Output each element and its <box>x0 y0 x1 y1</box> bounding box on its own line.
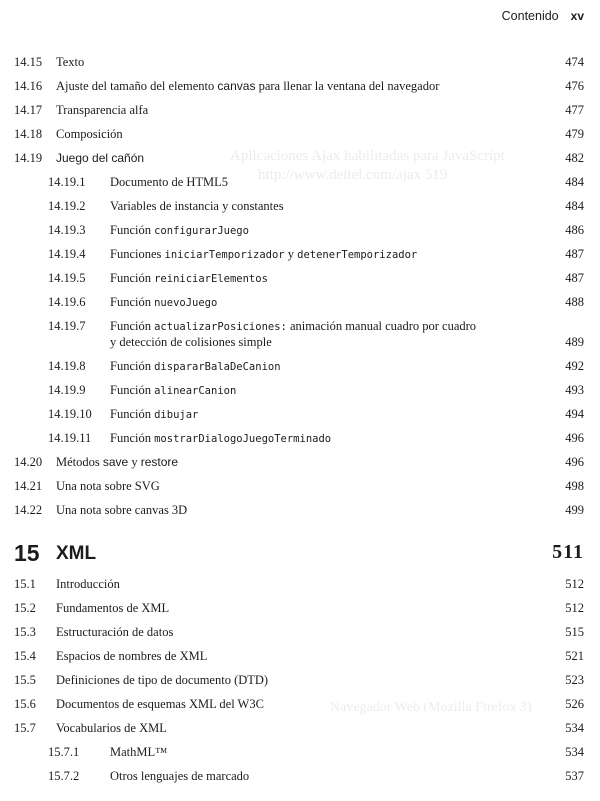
entry-page: 484 <box>565 199 584 213</box>
entry-number: 15.7.2 <box>48 769 80 783</box>
entry-title-part: alinearCanion <box>154 385 237 397</box>
entry-title-part: Variables de instancia y constantes <box>110 199 284 213</box>
entry-number: 14.19 <box>14 151 43 165</box>
entry-number: 15.7 <box>14 721 36 735</box>
entry-title <box>56 503 187 518</box>
entry-title-part: y <box>284 247 298 261</box>
entry-number: 14.19.10 <box>48 407 92 421</box>
entry-number: 14.16 <box>14 79 43 93</box>
entry-page: 494 <box>565 407 584 421</box>
entry-page: 512 <box>565 601 584 615</box>
entry-number: 14.19.1 <box>48 175 86 189</box>
entry-page: 499 <box>565 503 584 517</box>
entry-title-part: Función <box>110 223 155 237</box>
entry-title-part: dibujar <box>154 409 199 421</box>
entry-number: 15.4 <box>14 649 36 663</box>
entry-number: 14.19.7 <box>48 319 86 333</box>
entry-title <box>110 271 268 287</box>
entry-title-part: para llenar la ventana del navegador <box>255 79 440 93</box>
entry-title <box>110 319 476 335</box>
entry-title <box>110 359 281 375</box>
entry-number: 14.18 <box>14 127 43 141</box>
entry-title-part: Definiciones de tipo de documento (DTD) <box>56 673 269 687</box>
entry-title-part: Otros lenguajes de marcado <box>110 769 250 783</box>
entry-page: 534 <box>565 721 584 735</box>
entry-title-part: Documento de HTML5 <box>110 175 229 189</box>
bleed-through-line: Aplicaciones Ajax habilitadas para JavaScript <box>230 148 505 164</box>
entry-number: 14.19.4 <box>48 247 86 261</box>
entry-number: 14.21 <box>14 479 43 493</box>
entry-title-part: Fundamentos de XML <box>56 601 170 615</box>
entry-title-part: Una nota sobre SVG <box>56 479 160 493</box>
entry-page: 498 <box>565 479 584 493</box>
entry-page: 479 <box>565 127 584 141</box>
chapter-title: XML <box>56 543 97 564</box>
entry-page: 486 <box>565 223 584 237</box>
entry-title-part: Documentos de esquemas XML del W3C <box>56 697 264 711</box>
header-page-number: xv <box>570 9 584 23</box>
entry-page: 523 <box>565 673 584 687</box>
entry-title-part: y <box>128 455 141 469</box>
entry-title-part: nuevoJuego <box>154 297 218 309</box>
entry-page: 477 <box>565 103 584 117</box>
running-header <box>502 9 584 23</box>
entry-page: 474 <box>565 55 584 69</box>
entry-title-part: Función <box>110 431 155 445</box>
entry-title <box>56 127 123 142</box>
entry-page: 534 <box>565 745 584 759</box>
entry-title-part: mostrarDialogoJuegoTerminado <box>154 433 332 445</box>
entry-title <box>110 223 249 239</box>
entry-title-part: Funciones <box>110 247 165 261</box>
entry-title-part: Ajuste del tamaño del elemento <box>56 79 218 93</box>
chapter-number: 15 <box>14 540 40 566</box>
entry-title <box>56 103 148 118</box>
entry-title-part: canvas <box>217 79 256 93</box>
entry-title <box>110 175 228 190</box>
entry-title <box>110 745 167 760</box>
entry-number: 14.19.2 <box>48 199 86 213</box>
entry-number: 15.2 <box>14 601 36 615</box>
entry-title-part: dispararBalaDeCanion <box>154 361 281 373</box>
entry-page: 489 <box>565 335 584 349</box>
entry-page: 512 <box>565 577 584 591</box>
entry-number: 15.7.1 <box>48 745 80 759</box>
entry-title-part: Función <box>110 383 155 397</box>
entry-title <box>110 407 198 423</box>
entry-title-part: Función <box>110 319 155 333</box>
entry-page: 492 <box>565 359 584 373</box>
entry-title-part: MathML™ <box>110 745 168 759</box>
entry-number: 14.17 <box>14 103 43 117</box>
entry-title <box>56 455 178 470</box>
entry-title-part: Función <box>110 407 155 421</box>
entry-title <box>110 383 236 399</box>
entry-title <box>56 151 144 166</box>
entry-number: 15.5 <box>14 673 36 687</box>
entry-page: 521 <box>565 649 584 663</box>
entry-page: 482 <box>565 151 584 165</box>
entry-page: 487 <box>565 247 584 261</box>
entry-title-part: detenerTemporizador <box>297 249 418 261</box>
entry-page: 493 <box>565 383 584 397</box>
entry-title-continued: y detección de colisiones simple <box>110 335 272 349</box>
entry-title <box>110 295 217 311</box>
bleed-through-line: Navegador Web (Mozilla Firefox 3) <box>330 700 532 715</box>
entry-number: 14.19.5 <box>48 271 86 285</box>
entry-title-part: Métodos <box>56 455 103 469</box>
entry-page: 515 <box>565 625 584 639</box>
entry-page: 488 <box>565 295 584 309</box>
entry-page: 484 <box>565 175 584 189</box>
entry-title-part: Función <box>110 295 155 309</box>
entry-title <box>56 79 439 94</box>
entry-title <box>56 55 84 70</box>
entry-title-part: actualizarPosiciones: <box>154 321 287 333</box>
chapter-page: 511 <box>552 541 584 563</box>
entry-title-part: Composición <box>56 127 123 141</box>
entry-title <box>56 649 207 664</box>
entry-number: 14.19.9 <box>48 383 86 397</box>
entry-title-part: Estructuración de datos <box>56 625 174 639</box>
entry-number: 14.22 <box>14 503 43 517</box>
entry-title-part: Transparencia alfa <box>56 103 149 117</box>
entry-page: 537 <box>565 769 584 783</box>
entry-title-part: Una nota sobre canvas 3D <box>56 503 188 517</box>
entry-title-part: Introducción <box>56 577 120 591</box>
entry-title <box>56 697 264 712</box>
entry-title <box>56 479 160 494</box>
entry-page: 526 <box>565 697 584 711</box>
entry-number: 14.15 <box>14 55 43 69</box>
entry-title-part: Texto <box>56 55 85 69</box>
entry-title-part: iniciarTemporizador <box>164 249 285 261</box>
entry-title <box>56 577 120 592</box>
entry-title <box>56 721 167 736</box>
chapter-heading <box>0 540 600 568</box>
entry-number: 15.1 <box>14 577 36 591</box>
entry-page: 487 <box>565 271 584 285</box>
entry-number: 14.19.3 <box>48 223 86 237</box>
entry-number: 14.20 <box>14 455 43 469</box>
entry-title-part: configurarJuego <box>154 225 249 237</box>
entry-title-part: Espacios de nombres de XML <box>56 649 208 663</box>
entry-title-part: save <box>102 455 129 469</box>
entry-number: 14.19.8 <box>48 359 86 373</box>
entry-title-part: restore <box>140 455 179 469</box>
entry-title-part: Función <box>110 271 155 285</box>
entry-page: 496 <box>565 431 584 445</box>
bleed-through-line: http://www.deitel.com/ajax 519 <box>258 167 448 183</box>
entry-title-part: Vocabularios de XML <box>56 721 167 735</box>
entry-title <box>56 673 268 688</box>
entry-page: 476 <box>565 79 584 93</box>
entry-title-part: Función <box>110 359 155 373</box>
entry-title <box>56 601 169 616</box>
entry-number: 15.6 <box>14 697 36 711</box>
entry-number: 14.19.6 <box>48 295 86 309</box>
entry-title <box>110 247 417 263</box>
entry-title <box>110 431 331 447</box>
entry-title-part: animación manual cuadro por cuadro <box>286 319 477 333</box>
entry-page: 496 <box>565 455 584 469</box>
header-title: Contenido <box>501 9 559 23</box>
entry-number: 15.3 <box>14 625 36 639</box>
entry-title-part: reiniciarElementos <box>154 273 268 285</box>
entry-title-part: Juego del cañón <box>56 151 145 165</box>
entry-title <box>110 769 249 784</box>
entry-title <box>56 625 173 640</box>
entry-number: 14.19.11 <box>48 431 92 445</box>
entry-title <box>110 199 284 214</box>
